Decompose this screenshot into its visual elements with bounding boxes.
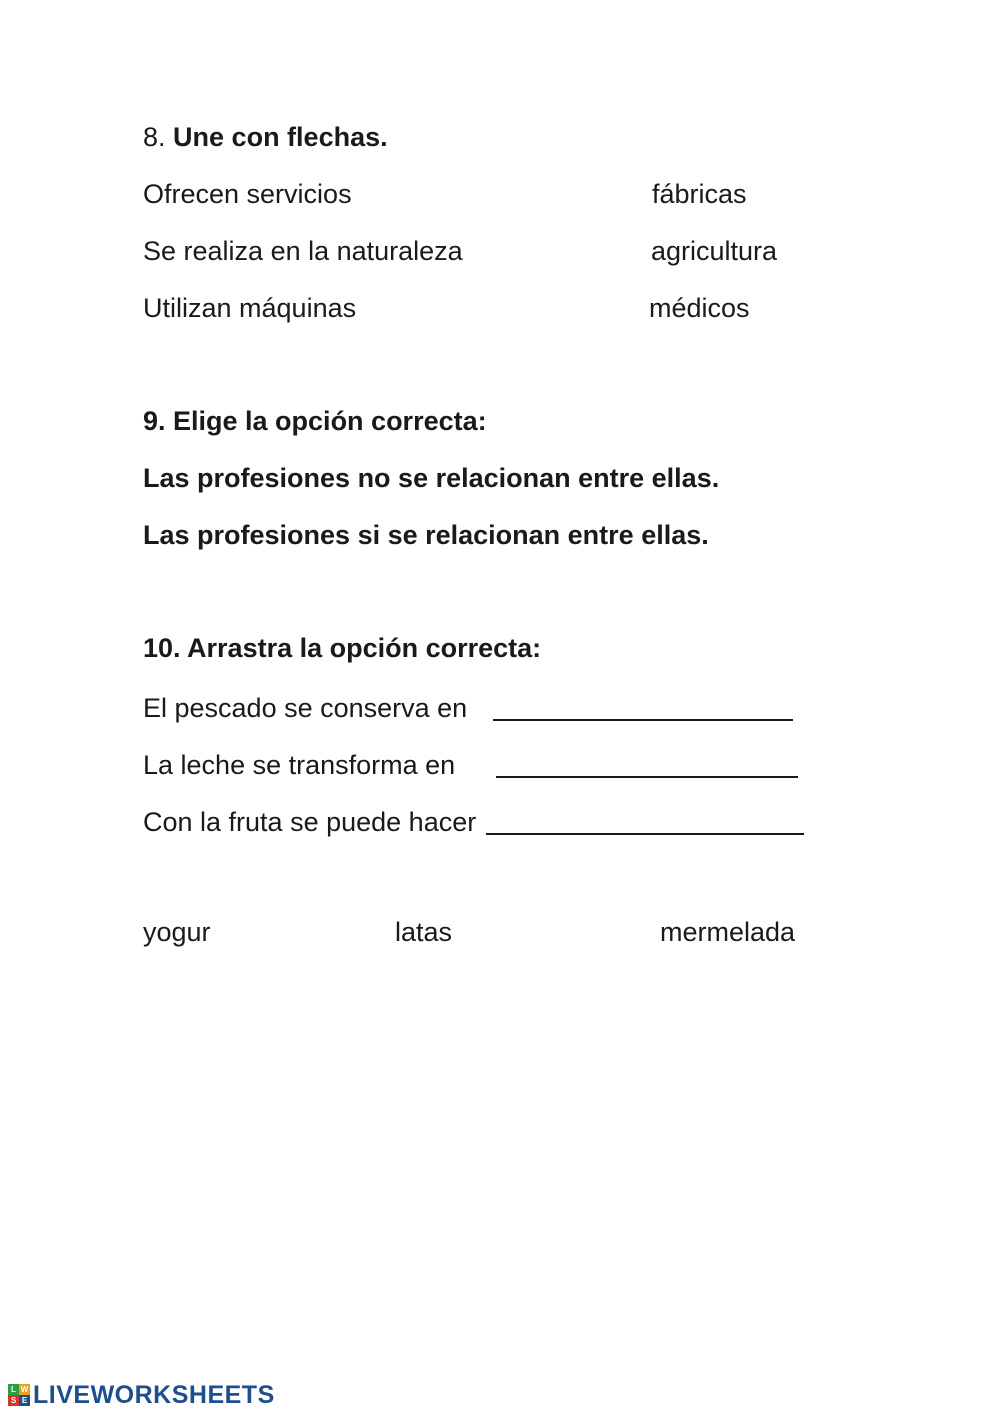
sentence-text: El pescado se conserva en [143, 693, 468, 723]
match-right-item[interactable]: agricultura [651, 236, 778, 266]
exercise-8-heading [143, 121, 388, 153]
fill-sentence-row [143, 746, 798, 781]
match-right-item[interactable]: médicos [649, 293, 750, 323]
match-left-item[interactable]: Se realiza en la naturaleza [143, 236, 463, 266]
logo-text: LIVEWORKSHEETS [33, 1380, 275, 1409]
match-left-item[interactable]: Utilizan máquinas [143, 293, 357, 323]
logo-mark-icon [8, 1384, 30, 1406]
sentence-text: Con la fruta se puede hacer [143, 807, 477, 837]
exercise-9-title: 9. Elige la opción correcta: [143, 406, 487, 436]
fill-sentence-row [143, 689, 793, 724]
word-bank-item[interactable]: latas [395, 917, 453, 947]
word-bank-item[interactable]: mermelada [660, 917, 796, 947]
exercise-10-title: 10. Arrastra la opción correcta: [143, 633, 542, 663]
drop-blank[interactable] [486, 807, 804, 835]
fill-sentence-row [143, 803, 804, 838]
choice-option[interactable]: Las profesiones si se relacionan entre ellas. [143, 520, 709, 550]
logo-mark-letter: E [19, 1395, 30, 1406]
exercise-8-title: Une con flechas. [173, 122, 388, 152]
drop-blank[interactable] [496, 750, 798, 778]
logo-mark-letter: L [8, 1384, 19, 1395]
word-bank-item[interactable]: yogur [143, 917, 211, 947]
sentence-text: La leche se transforma en [143, 750, 456, 780]
logo-mark-letter: S [8, 1395, 19, 1406]
exercise-8-number: 8. [143, 122, 166, 152]
choice-option[interactable]: Las profesiones no se relacionan entre ellas. [143, 463, 720, 493]
drop-blank[interactable] [493, 693, 793, 721]
match-right-item[interactable]: fábricas [652, 179, 747, 209]
match-left-item[interactable]: Ofrecen servicios [143, 179, 352, 209]
liveworksheets-logo [8, 1380, 275, 1410]
logo-mark-letter: W [20, 1385, 29, 1394]
